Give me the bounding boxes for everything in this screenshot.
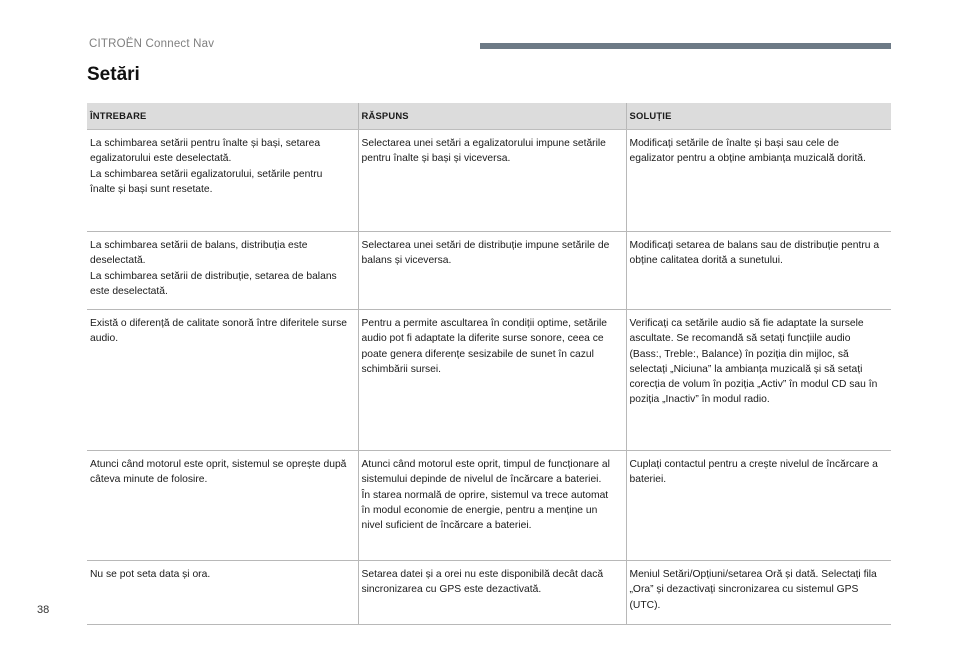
question-cell: La schimbarea setării de balans, distribuția este deselectată. La schimbarea setării de distribuție, setarea de balans este deselectată. [87,232,358,310]
table-row [87,130,891,232]
table-row [87,561,891,625]
question-cell: Atunci când motorul este oprit, sistemul se oprește după câteva minute de folosire. [87,451,358,561]
answer-cell: Pentru a permite ascultarea în condiții optime, setările audio pot fi adaptate la diferite surse sonore, ceea ce poate genera diferențe sesizabile de sunet în cazul schimbării sursei. [358,310,626,451]
answer-cell: Selectarea unei setări de distribuție impune setările de balans și viceversa. [358,232,626,310]
column-header-question: ÎNTREBARE [87,103,358,130]
question-cell: Există o diferență de calitate sonoră între diferitele surse audio. [87,310,358,451]
solution-cell: Modificați setările de înalte și bași sau cele de egalizator pentru a obține ambianța muzicală dorită. [626,130,891,232]
question-cell: Nu se pot seta data și ora. [87,561,358,625]
page-title: Setări [87,64,140,85]
table-row [87,232,891,310]
answer-cell: Atunci când motorul este oprit, timpul de funcționare al sistemului depinde de nivelul de încărcare a bateriei. În starea normală de oprire, sistemul va trece automat în modul economie de energie, pentru a menține un nivel suficient de încărcare a bateriei. [358,451,626,561]
table-row [87,310,891,451]
solution-cell: Meniul Setări/Opțiuni/setarea Oră și dată. Selectați fila „Ora” și dezactivați sincronizarea cu sistemul GPS (UTC). [626,561,891,625]
solution-cell: Modificați setarea de balans sau de distribuție pentru a obține calitatea dorită a sunetului. [626,232,891,310]
solution-cell: Cuplați contactul pentru a crește nivelul de încărcare a bateriei. [626,451,891,561]
table-header-row [87,103,891,130]
header-brand: CITROËN Connect Nav [89,38,215,50]
header-divider-bar [480,43,891,49]
answer-cell: Setarea datei și a orei nu este disponibilă decât dacă sincronizarea cu GPS este dezactivată. [358,561,626,625]
troubleshooting-table [87,103,891,625]
question-cell: La schimbarea setării pentru înalte și bași, setarea egalizatorului este deselectată. La schimbarea setării egalizatorului, setările pentru înalte și bași sunt resetate. [87,130,358,232]
answer-cell: Selectarea unei setări a egalizatorului impune setările pentru înalte și bași și viceversa. [358,130,626,232]
page-number: 38 [37,604,50,616]
solution-cell: Verificați ca setările audio să fie adaptate la sursele ascultate. Se recomandă să setați funcțiile audio (Bass:, Treble:, Balance) în poziția din mijloc, să selectați „Niciuna” la ambianța muzicală și să setați corecția de volum în poziția „Activ” în modul CD sau în poziția „Inactiv” în modul radio. [626,310,891,451]
table-row [87,451,891,561]
column-header-solution: SOLUȚIE [626,103,891,130]
column-header-answer: RĂSPUNS [358,103,626,130]
